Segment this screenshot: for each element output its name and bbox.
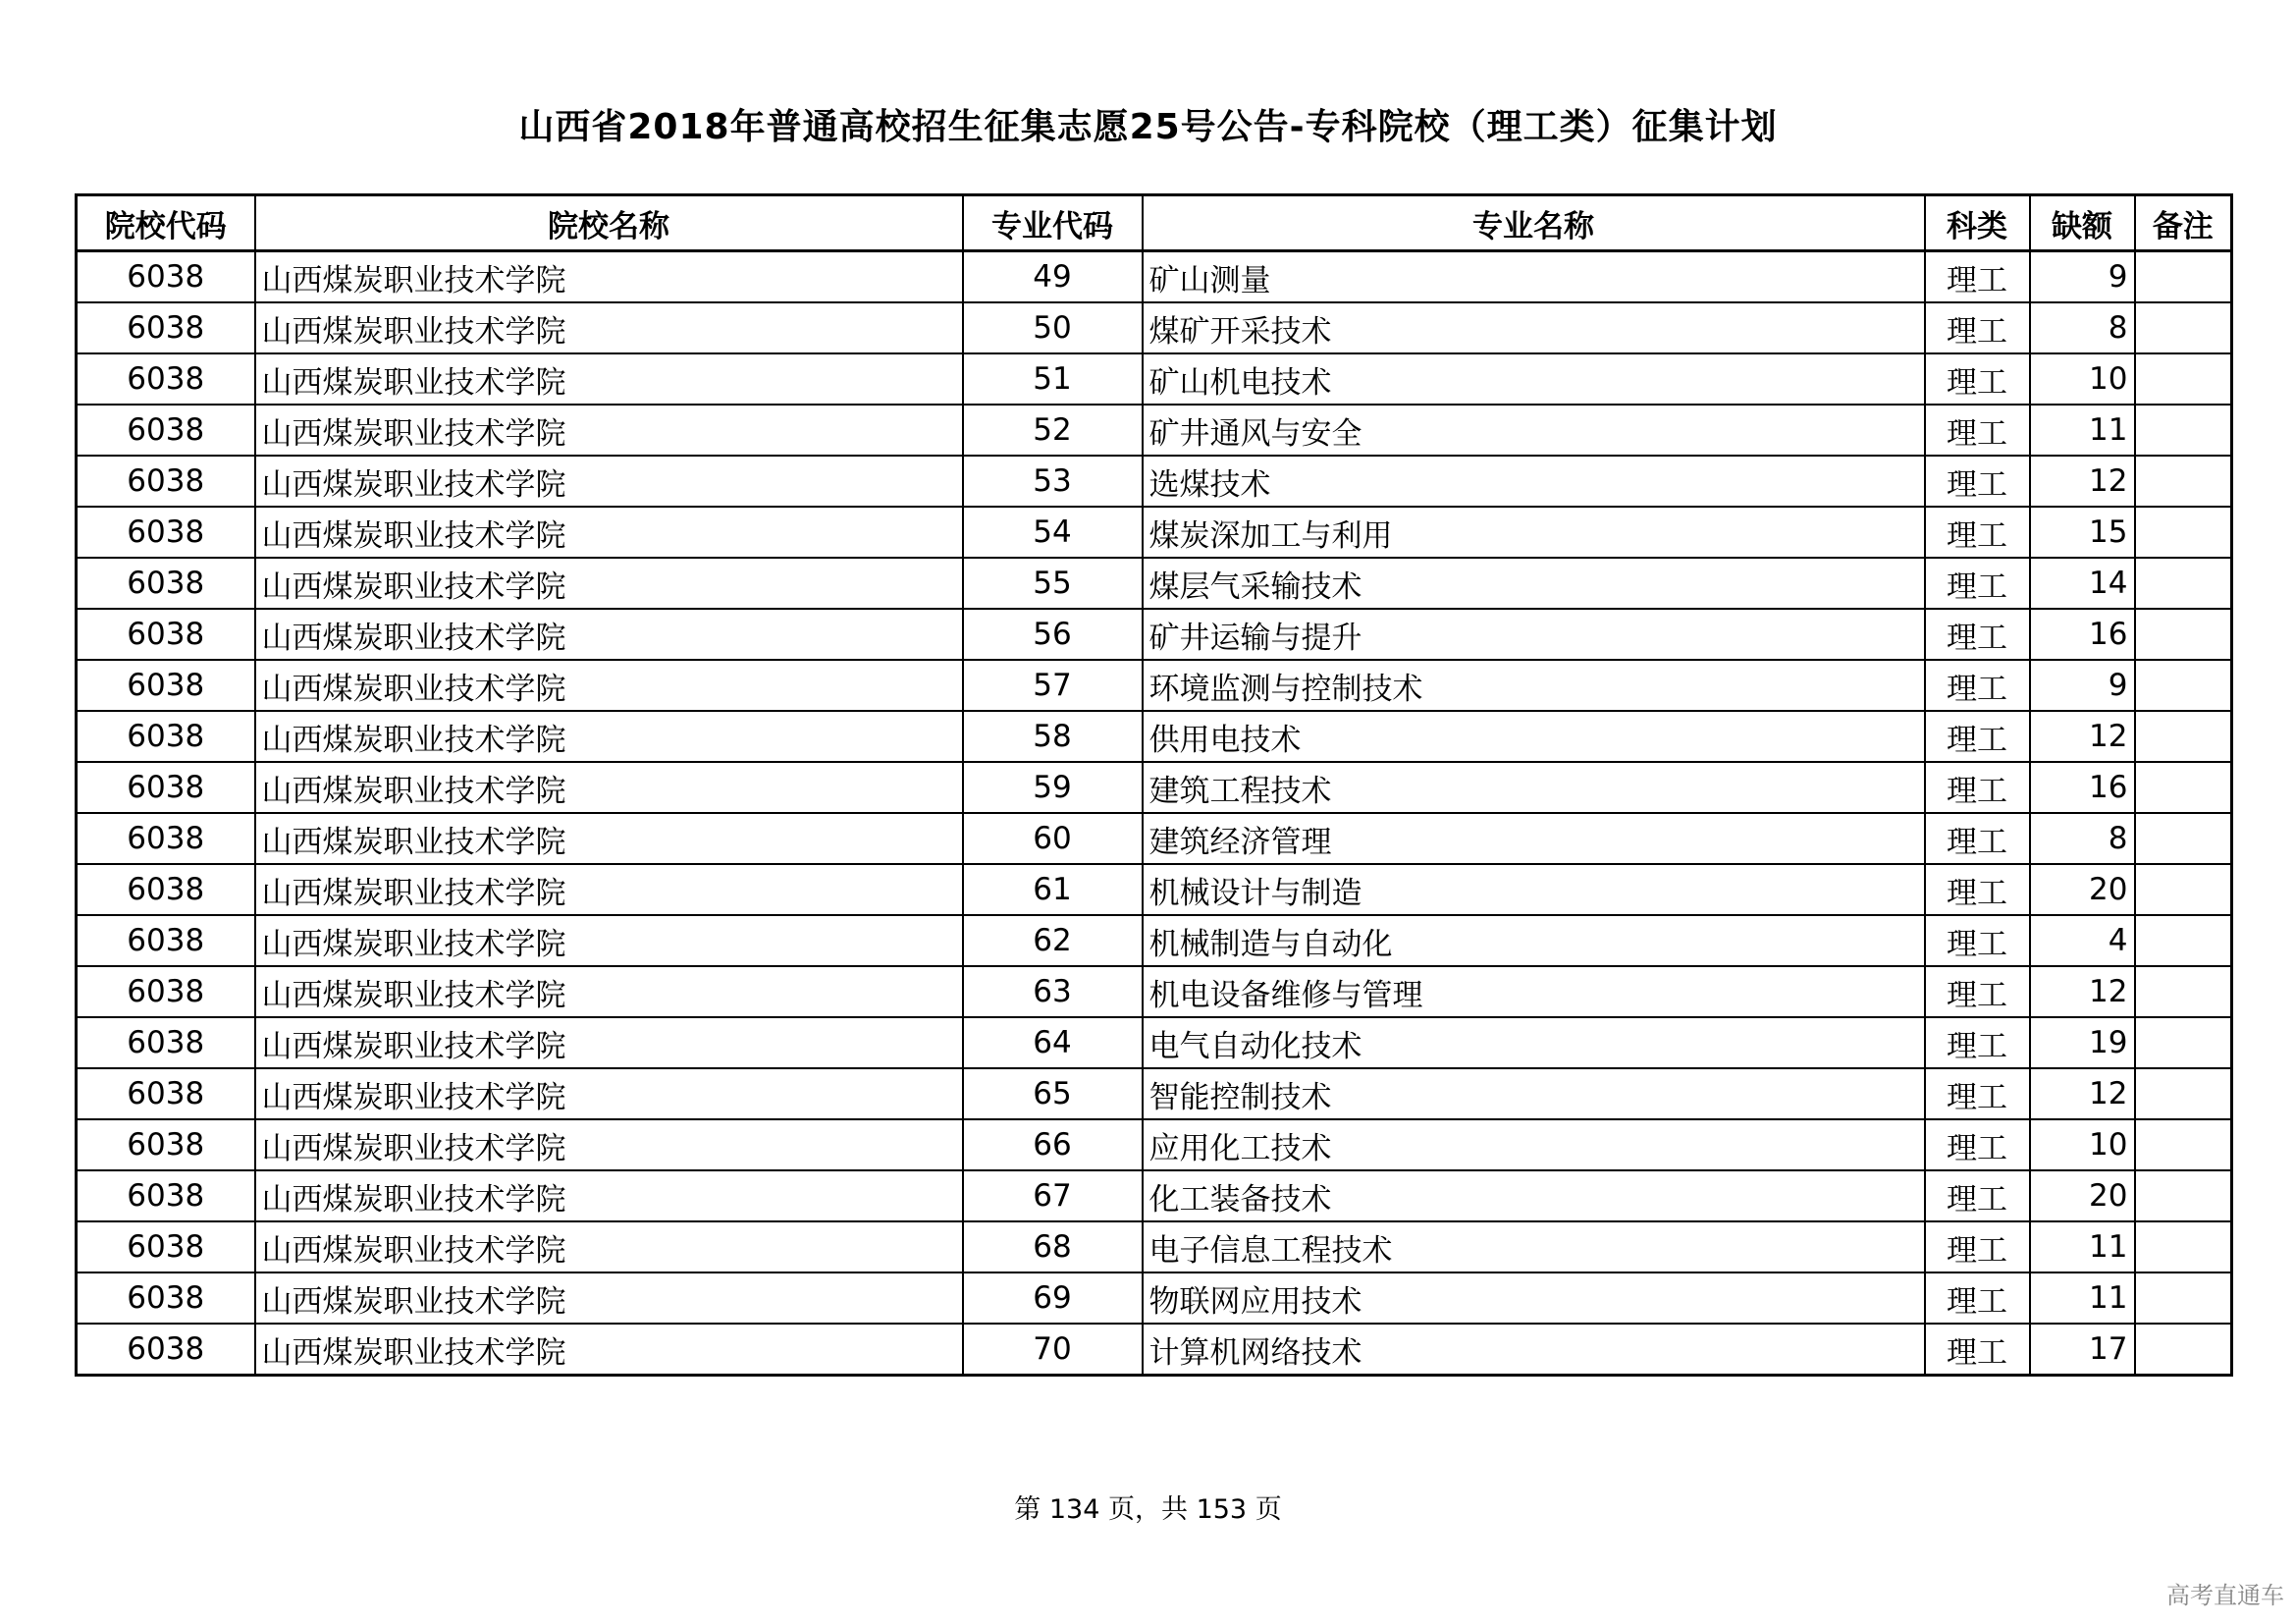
cell-major-code: 67 (963, 1170, 1143, 1221)
cell-category: 理工 (1925, 251, 2030, 303)
cell-vacancy: 9 (2030, 251, 2135, 303)
cell-school-name: 山西煤炭职业技术学院 (255, 762, 963, 813)
cell-school-code: 6038 (77, 558, 255, 609)
cell-major-name: 机械设计与制造 (1143, 864, 1925, 915)
table-row (77, 302, 2232, 353)
cell-school-code: 6038 (77, 251, 255, 303)
cell-major-code: 54 (963, 507, 1143, 558)
cell-vacancy: 11 (2030, 405, 2135, 456)
cell-category: 理工 (1925, 1017, 2030, 1068)
cell-remark (2135, 1272, 2232, 1324)
cell-category: 理工 (1925, 1272, 2030, 1324)
cell-school-name: 山西煤炭职业技术学院 (255, 915, 963, 966)
cell-remark (2135, 405, 2232, 456)
table-row (77, 660, 2232, 711)
cell-major-code: 63 (963, 966, 1143, 1017)
cell-major-code: 55 (963, 558, 1143, 609)
cell-school-name: 山西煤炭职业技术学院 (255, 507, 963, 558)
cell-category: 理工 (1925, 1068, 2030, 1119)
cell-category: 理工 (1925, 915, 2030, 966)
cell-school-name: 山西煤炭职业技术学院 (255, 251, 963, 303)
cell-major-name: 机电设备维修与管理 (1143, 966, 1925, 1017)
table-row (77, 1068, 2232, 1119)
cell-vacancy: 20 (2030, 864, 2135, 915)
cell-school-name: 山西煤炭职业技术学院 (255, 711, 963, 762)
table-row (77, 405, 2232, 456)
table-row (77, 251, 2232, 303)
cell-remark (2135, 1324, 2232, 1376)
cell-major-code: 69 (963, 1272, 1143, 1324)
cell-vacancy: 17 (2030, 1324, 2135, 1376)
cell-category: 理工 (1925, 507, 2030, 558)
cell-school-code: 6038 (77, 864, 255, 915)
header-category: 科类 (1925, 195, 2030, 251)
cell-major-code: 53 (963, 456, 1143, 507)
cell-major-name: 建筑工程技术 (1143, 762, 1925, 813)
cell-school-code: 6038 (77, 1119, 255, 1170)
cell-major-name: 化工装备技术 (1143, 1170, 1925, 1221)
cell-school-name: 山西煤炭职业技术学院 (255, 864, 963, 915)
cell-school-name: 山西煤炭职业技术学院 (255, 609, 963, 660)
header-vacancy: 缺额 (2030, 195, 2135, 251)
cell-school-code: 6038 (77, 302, 255, 353)
cell-major-name: 电气自动化技术 (1143, 1017, 1925, 1068)
cell-school-name: 山西煤炭职业技术学院 (255, 1068, 963, 1119)
cell-category: 理工 (1925, 711, 2030, 762)
watermark: 高考直通车 (2166, 1582, 2284, 1609)
cell-school-name: 山西煤炭职业技术学院 (255, 1170, 963, 1221)
table-row (77, 1221, 2232, 1272)
cell-school-name: 山西煤炭职业技术学院 (255, 456, 963, 507)
cell-school-code: 6038 (77, 660, 255, 711)
cell-major-code: 62 (963, 915, 1143, 966)
cell-school-name: 山西煤炭职业技术学院 (255, 1272, 963, 1324)
cell-major-name: 煤层气采输技术 (1143, 558, 1925, 609)
cell-major-name: 电子信息工程技术 (1143, 1221, 1925, 1272)
header-school-code: 院校代码 (77, 195, 255, 251)
cell-school-code: 6038 (77, 915, 255, 966)
cell-category: 理工 (1925, 558, 2030, 609)
cell-school-name: 山西煤炭职业技术学院 (255, 1017, 963, 1068)
cell-school-name: 山西煤炭职业技术学院 (255, 966, 963, 1017)
cell-school-code: 6038 (77, 711, 255, 762)
table-row (77, 609, 2232, 660)
cell-major-code: 50 (963, 302, 1143, 353)
cell-vacancy: 15 (2030, 507, 2135, 558)
cell-major-code: 68 (963, 1221, 1143, 1272)
header-school-name: 院校名称 (255, 195, 963, 251)
cell-vacancy: 4 (2030, 915, 2135, 966)
cell-major-name: 矿井通风与安全 (1143, 405, 1925, 456)
cell-major-code: 61 (963, 864, 1143, 915)
table-row (77, 558, 2232, 609)
table-row (77, 507, 2232, 558)
cell-remark (2135, 251, 2232, 303)
table-row (77, 966, 2232, 1017)
cell-major-name: 机械制造与自动化 (1143, 915, 1925, 966)
cell-category: 理工 (1925, 1221, 2030, 1272)
page-title: 山西省2018年普通高校招生征集志愿25号公告-专科院校（理工类）征集计划 (518, 107, 1778, 147)
table-row (77, 813, 2232, 864)
cell-major-code: 58 (963, 711, 1143, 762)
cell-school-name: 山西煤炭职业技术学院 (255, 660, 963, 711)
table-row (77, 864, 2232, 915)
table-row (77, 353, 2232, 405)
table-row (77, 456, 2232, 507)
cell-school-name: 山西煤炭职业技术学院 (255, 302, 963, 353)
cell-major-name: 煤炭深加工与利用 (1143, 507, 1925, 558)
cell-vacancy: 16 (2030, 609, 2135, 660)
table-row (77, 915, 2232, 966)
cell-remark (2135, 353, 2232, 405)
cell-school-code: 6038 (77, 762, 255, 813)
cell-remark (2135, 456, 2232, 507)
table-row (77, 762, 2232, 813)
cell-vacancy: 19 (2030, 1017, 2135, 1068)
cell-major-code: 65 (963, 1068, 1143, 1119)
cell-school-code: 6038 (77, 456, 255, 507)
cell-major-code: 60 (963, 813, 1143, 864)
cell-remark (2135, 558, 2232, 609)
table-row (77, 1119, 2232, 1170)
cell-major-name: 煤矿开采技术 (1143, 302, 1925, 353)
cell-remark (2135, 864, 2232, 915)
cell-school-name: 山西煤炭职业技术学院 (255, 1324, 963, 1376)
cell-school-code: 6038 (77, 507, 255, 558)
cell-major-code: 56 (963, 609, 1143, 660)
cell-major-code: 52 (963, 405, 1143, 456)
cell-remark (2135, 915, 2232, 966)
cell-category: 理工 (1925, 609, 2030, 660)
header-major-name: 专业名称 (1143, 195, 1925, 251)
cell-category: 理工 (1925, 660, 2030, 711)
cell-vacancy: 12 (2030, 1068, 2135, 1119)
cell-school-code: 6038 (77, 353, 255, 405)
cell-school-code: 6038 (77, 1068, 255, 1119)
cell-remark (2135, 711, 2232, 762)
cell-category: 理工 (1925, 1119, 2030, 1170)
cell-vacancy: 12 (2030, 711, 2135, 762)
cell-category: 理工 (1925, 864, 2030, 915)
table-row (77, 1272, 2232, 1324)
cell-category: 理工 (1925, 762, 2030, 813)
cell-category: 理工 (1925, 813, 2030, 864)
cell-vacancy: 11 (2030, 1221, 2135, 1272)
cell-vacancy: 8 (2030, 813, 2135, 864)
cell-school-code: 6038 (77, 1017, 255, 1068)
cell-school-code: 6038 (77, 1272, 255, 1324)
cell-category: 理工 (1925, 302, 2030, 353)
cell-major-code: 51 (963, 353, 1143, 405)
cell-school-name: 山西煤炭职业技术学院 (255, 558, 963, 609)
cell-remark (2135, 609, 2232, 660)
cell-school-name: 山西煤炭职业技术学院 (255, 1221, 963, 1272)
table-row (77, 1017, 2232, 1068)
cell-vacancy: 11 (2030, 1272, 2135, 1324)
cell-remark (2135, 966, 2232, 1017)
cell-major-code: 59 (963, 762, 1143, 813)
cell-major-code: 49 (963, 251, 1143, 303)
cell-school-code: 6038 (77, 966, 255, 1017)
cell-remark (2135, 813, 2232, 864)
cell-major-name: 矿山机电技术 (1143, 353, 1925, 405)
cell-remark (2135, 507, 2232, 558)
cell-school-code: 6038 (77, 405, 255, 456)
cell-remark (2135, 762, 2232, 813)
cell-major-name: 建筑经济管理 (1143, 813, 1925, 864)
cell-school-code: 6038 (77, 609, 255, 660)
cell-major-name: 智能控制技术 (1143, 1068, 1925, 1119)
cell-vacancy: 10 (2030, 1119, 2135, 1170)
cell-major-name: 供用电技术 (1143, 711, 1925, 762)
cell-major-name: 应用化工技术 (1143, 1119, 1925, 1170)
cell-school-code: 6038 (77, 1221, 255, 1272)
cell-vacancy: 12 (2030, 456, 2135, 507)
cell-school-code: 6038 (77, 1324, 255, 1376)
table-row (77, 1324, 2232, 1376)
header-remark: 备注 (2135, 195, 2232, 251)
cell-major-name: 环境监测与控制技术 (1143, 660, 1925, 711)
cell-category: 理工 (1925, 1324, 2030, 1376)
cell-school-name: 山西煤炭职业技术学院 (255, 353, 963, 405)
cell-category: 理工 (1925, 1170, 2030, 1221)
table-row (77, 1170, 2232, 1221)
table-body (77, 251, 2232, 1376)
cell-major-code: 57 (963, 660, 1143, 711)
cell-major-code: 64 (963, 1017, 1143, 1068)
cell-category: 理工 (1925, 966, 2030, 1017)
cell-school-name: 山西煤炭职业技术学院 (255, 405, 963, 456)
cell-remark (2135, 660, 2232, 711)
cell-major-name: 矿山测量 (1143, 251, 1925, 303)
cell-major-name: 计算机网络技术 (1143, 1324, 1925, 1376)
cell-vacancy: 12 (2030, 966, 2135, 1017)
cell-remark (2135, 302, 2232, 353)
cell-major-name: 物联网应用技术 (1143, 1272, 1925, 1324)
cell-category: 理工 (1925, 456, 2030, 507)
cell-vacancy: 10 (2030, 353, 2135, 405)
cell-vacancy: 9 (2030, 660, 2135, 711)
header-major-code: 专业代码 (963, 195, 1143, 251)
cell-vacancy: 16 (2030, 762, 2135, 813)
cell-vacancy: 14 (2030, 558, 2135, 609)
cell-vacancy: 8 (2030, 302, 2135, 353)
cell-major-code: 66 (963, 1119, 1143, 1170)
cell-remark (2135, 1170, 2232, 1221)
table-header-row (77, 195, 2232, 251)
cell-school-code: 6038 (77, 813, 255, 864)
table-row (77, 711, 2232, 762)
cell-school-name: 山西煤炭职业技术学院 (255, 1119, 963, 1170)
cell-remark (2135, 1221, 2232, 1272)
cell-remark (2135, 1017, 2232, 1068)
cell-vacancy: 20 (2030, 1170, 2135, 1221)
cell-major-code: 70 (963, 1324, 1143, 1376)
cell-major-name: 矿井运输与提升 (1143, 609, 1925, 660)
cell-remark (2135, 1068, 2232, 1119)
page-number: 第 134 页，共 153 页 (1014, 1494, 1282, 1525)
cell-major-name: 选煤技术 (1143, 456, 1925, 507)
enrollment-plan-table (75, 193, 2233, 1377)
cell-category: 理工 (1925, 405, 2030, 456)
cell-category: 理工 (1925, 353, 2030, 405)
cell-school-name: 山西煤炭职业技术学院 (255, 813, 963, 864)
cell-school-code: 6038 (77, 1170, 255, 1221)
cell-remark (2135, 1119, 2232, 1170)
